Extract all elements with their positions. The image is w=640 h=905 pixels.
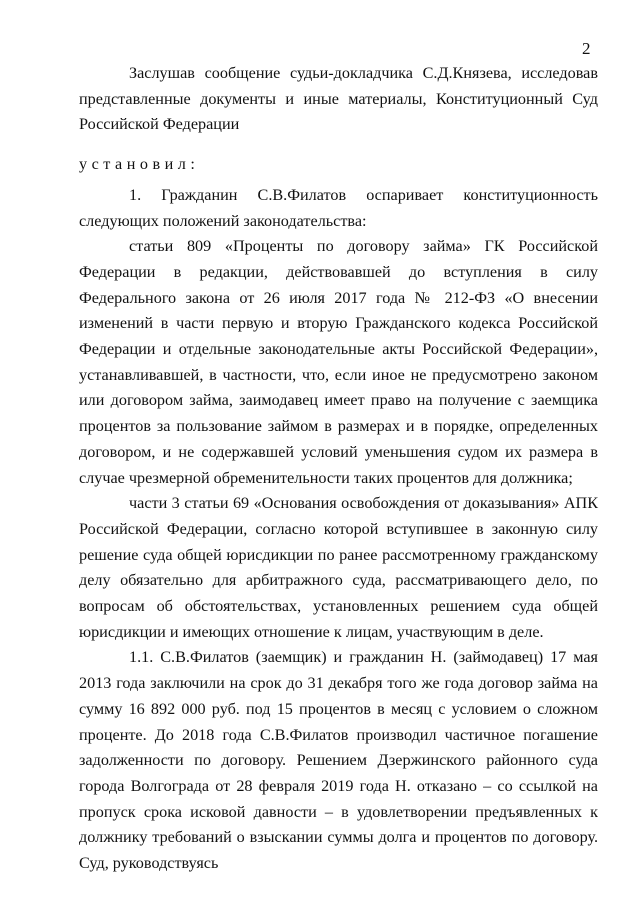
paragraph-intro: Заслушав сообщение судьи-докладчика С.Д.Князева, исследовав представленные документы и иные материалы, Конституционный Суд Российской Федерации: [79, 64, 598, 134]
paragraph-article-809: статьи 809 «Проценты по договору займа» ГК Российской Федерации в редакции, действовавшей до вступления в силу Федерального закона от 26 июля 2017 года № 212-ФЗ «О внесении изменений в части первую и вторую Гражданского кодекса Российской Федерации и отдельные законодательные акты Российской Федерации», устанавливавшей, в частности, что, если иное не предусмотрено законом или договором займа, заимодавец имеет право на получение с заемщика процентов за пользование займом в размерах и в порядке, определенных договором, и не содержавшей условий уменьшения судом их размера в случае чрезмерной обременительности таких процентов для должника;: [79, 237, 598, 487]
paragraph-1: 1. Гражданин С.В.Филатов оспаривает конституционность следующих положений законодательства:: [79, 185, 598, 230]
page-number: 2: [582, 39, 591, 58]
section-heading: установил:: [79, 155, 200, 174]
paragraph-article-69: части 3 статьи 69 «Основания освобождения от доказывания» АПК Российской Федерации, согласно которой вступившее в законную силу решение суда общей юрисдикции по ранее рассмотренному гражданскому делу обязательно для арбитражного суда, рассматривающего дело, по вопросам об обстоятельствах, установленных решением суда общей юрисдикции и имеющих отношение к лицам, участвующим в деле.: [79, 494, 598, 641]
paragraph-1-1: 1.1. С.В.Филатов (заемщик) и гражданин Н. (займодавец) 17 мая 2013 года заключили на срок до 31 декабря того же года договор займа на сумму 16 892 000 руб. под 15 процентов в месяц с условием о сложном проценте. До 2018 года С.В.Филатов производил частичное погашение задолженности по договору. Решением Дзержинского районного суда города Волгограда от 28 февраля 2019 года Н. отказано – со ссылкой на пропуск срока исковой давности – в удовлетворении предъявленных к должнику требований о взыскании суммы долга и процентов по договору. Суд, руководствуясь: [79, 648, 598, 873]
document-body: [79, 61, 598, 877]
